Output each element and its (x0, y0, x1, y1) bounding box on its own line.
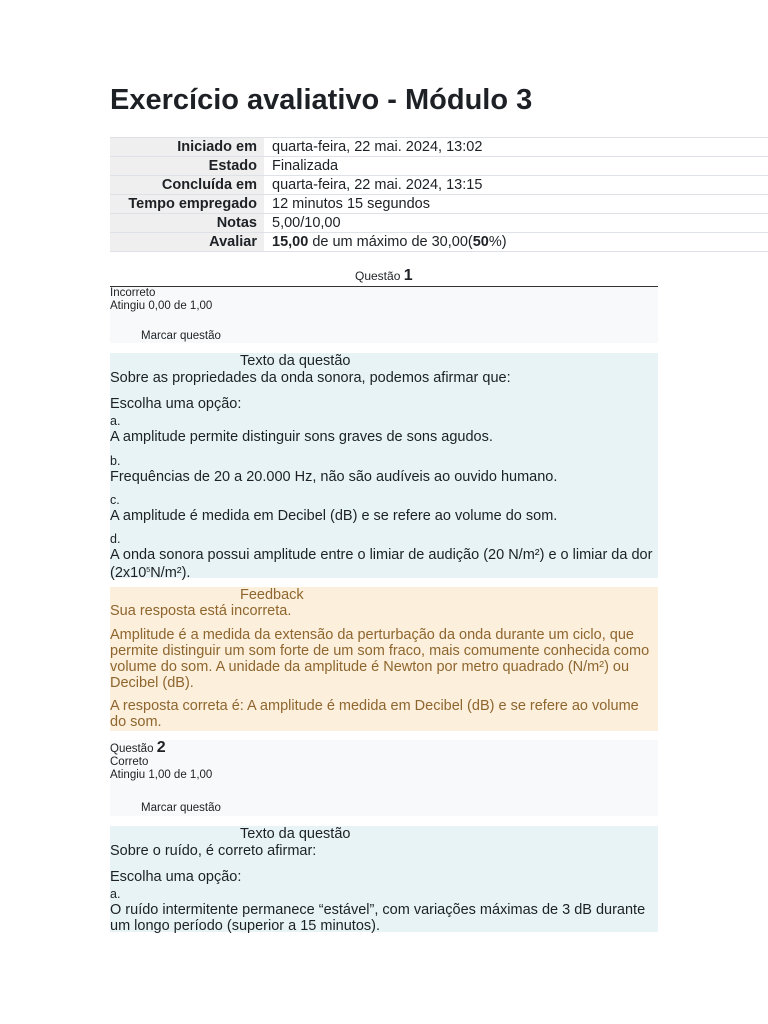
grade-score: 15,00 (272, 234, 309, 250)
question-number (355, 267, 413, 285)
answer-option-a[interactable] (110, 886, 658, 934)
option-letter: a. (110, 887, 121, 901)
question-number-value: 1 (403, 267, 413, 284)
feedback-explanation: Amplitude é a medida da extensão da perturbação da onda durante um ciclo, que permite distinguir um som forte de um som fraco, mais comumente conhecida como volume do som. A unidade da amplitude é Newton por metro quadrado (N/m²) ou Decibel (dB). (110, 627, 650, 691)
exponent: 5 (146, 567, 151, 574)
question-content (110, 826, 658, 932)
summary-value: 12 minutos 15 segundos (264, 195, 768, 214)
option-text-end: N/m²). (150, 565, 191, 581)
question-prompt: Sobre o ruído, é correto afirmar: (110, 843, 317, 859)
summary-row-state (110, 157, 768, 176)
summary-row-grade (110, 233, 768, 252)
summary-value: quarta-feira, 22 mai. 2024, 13:02 (264, 138, 768, 157)
flag-question-link[interactable]: Marcar questão (141, 802, 221, 814)
summary-value: 5,00/10,00 (264, 214, 768, 233)
attempt-summary-table (110, 137, 768, 252)
summary-value: quarta-feira, 22 mai. 2024, 13:15 (264, 176, 768, 195)
question-number (110, 741, 658, 756)
option-letter: c. (110, 493, 120, 507)
question-label: Questão (355, 269, 401, 283)
question-number-value: 2 (156, 739, 166, 756)
option-letter: a. (110, 414, 121, 428)
answer-option-a[interactable] (110, 413, 658, 445)
question-info (110, 740, 658, 816)
question-content (110, 353, 658, 581)
question-label: Questão (110, 743, 154, 755)
summary-label: Concluída em (110, 176, 264, 195)
question-mark: Atingiu 0,00 de 1,00 (110, 300, 213, 312)
summary-value (264, 233, 768, 252)
choose-option-label: Escolha uma opção: (110, 396, 242, 412)
summary-row-started (110, 138, 768, 157)
option-text: A amplitude permite distinguir sons graves de sons agudos. (110, 429, 493, 445)
grade-middle: de um máximo de 30,00( (308, 234, 473, 250)
question-text-heading: Texto da questão (240, 826, 351, 842)
answer-option-c[interactable] (110, 492, 658, 524)
flag-question-link[interactable]: Marcar questão (141, 330, 221, 342)
option-text-main: A onda sonora possui amplitude entre o limiar de audição (20 N/m²) e o limiar da dor (2x10 (110, 547, 653, 581)
page-title: Exercício avaliativo - Módulo 3 (110, 84, 533, 116)
summary-value: Finalizada (264, 157, 768, 176)
question-text-heading: Texto da questão (240, 353, 351, 369)
summary-row-completed (110, 176, 768, 195)
question-mark: Atingiu 1,00 de 1,00 (110, 769, 213, 781)
question-status: Correto (110, 756, 149, 768)
option-text (110, 547, 658, 581)
summary-label: Estado (110, 157, 264, 176)
summary-row-marks (110, 214, 768, 233)
question-prompt: Sobre as propriedades da onda sonora, podemos afirmar que: (110, 370, 511, 386)
answer-option-b[interactable] (110, 453, 658, 485)
option-text: A amplitude é medida em Decibel (dB) e se refere ao volume do som. (110, 508, 558, 524)
summary-label: Tempo empregado (110, 195, 264, 214)
summary-label: Iniciado em (110, 138, 264, 157)
feedback-heading: Feedback (240, 587, 304, 603)
summary-label: Notas (110, 214, 264, 233)
feedback-result: Sua resposta está incorreta. (110, 603, 292, 619)
question-status: Incorreto (110, 287, 156, 299)
question-info (110, 287, 658, 343)
grade-percent: 50 (472, 234, 489, 250)
summary-label: Avaliar (110, 233, 264, 252)
grade-end: %) (488, 234, 507, 250)
choose-option-label: Escolha uma opção: (110, 869, 242, 885)
option-text: Frequências de 20 a 20.000 Hz, não são audíveis ao ouvido humano. (110, 469, 558, 485)
feedback-correct-answer: A resposta correta é: A amplitude é medida em Decibel (dB) e se refere ao volume do som. (110, 698, 639, 730)
summary-row-time-taken (110, 195, 768, 214)
feedback-box (110, 587, 658, 731)
option-letter: b. (110, 454, 121, 468)
option-letter: d. (110, 532, 121, 546)
answer-option-d[interactable] (110, 531, 658, 581)
option-text: O ruído intermitente permanece “estável”, com variações máximas de 3 dB durante um longo período (superior a 15 minutos). (110, 902, 646, 934)
